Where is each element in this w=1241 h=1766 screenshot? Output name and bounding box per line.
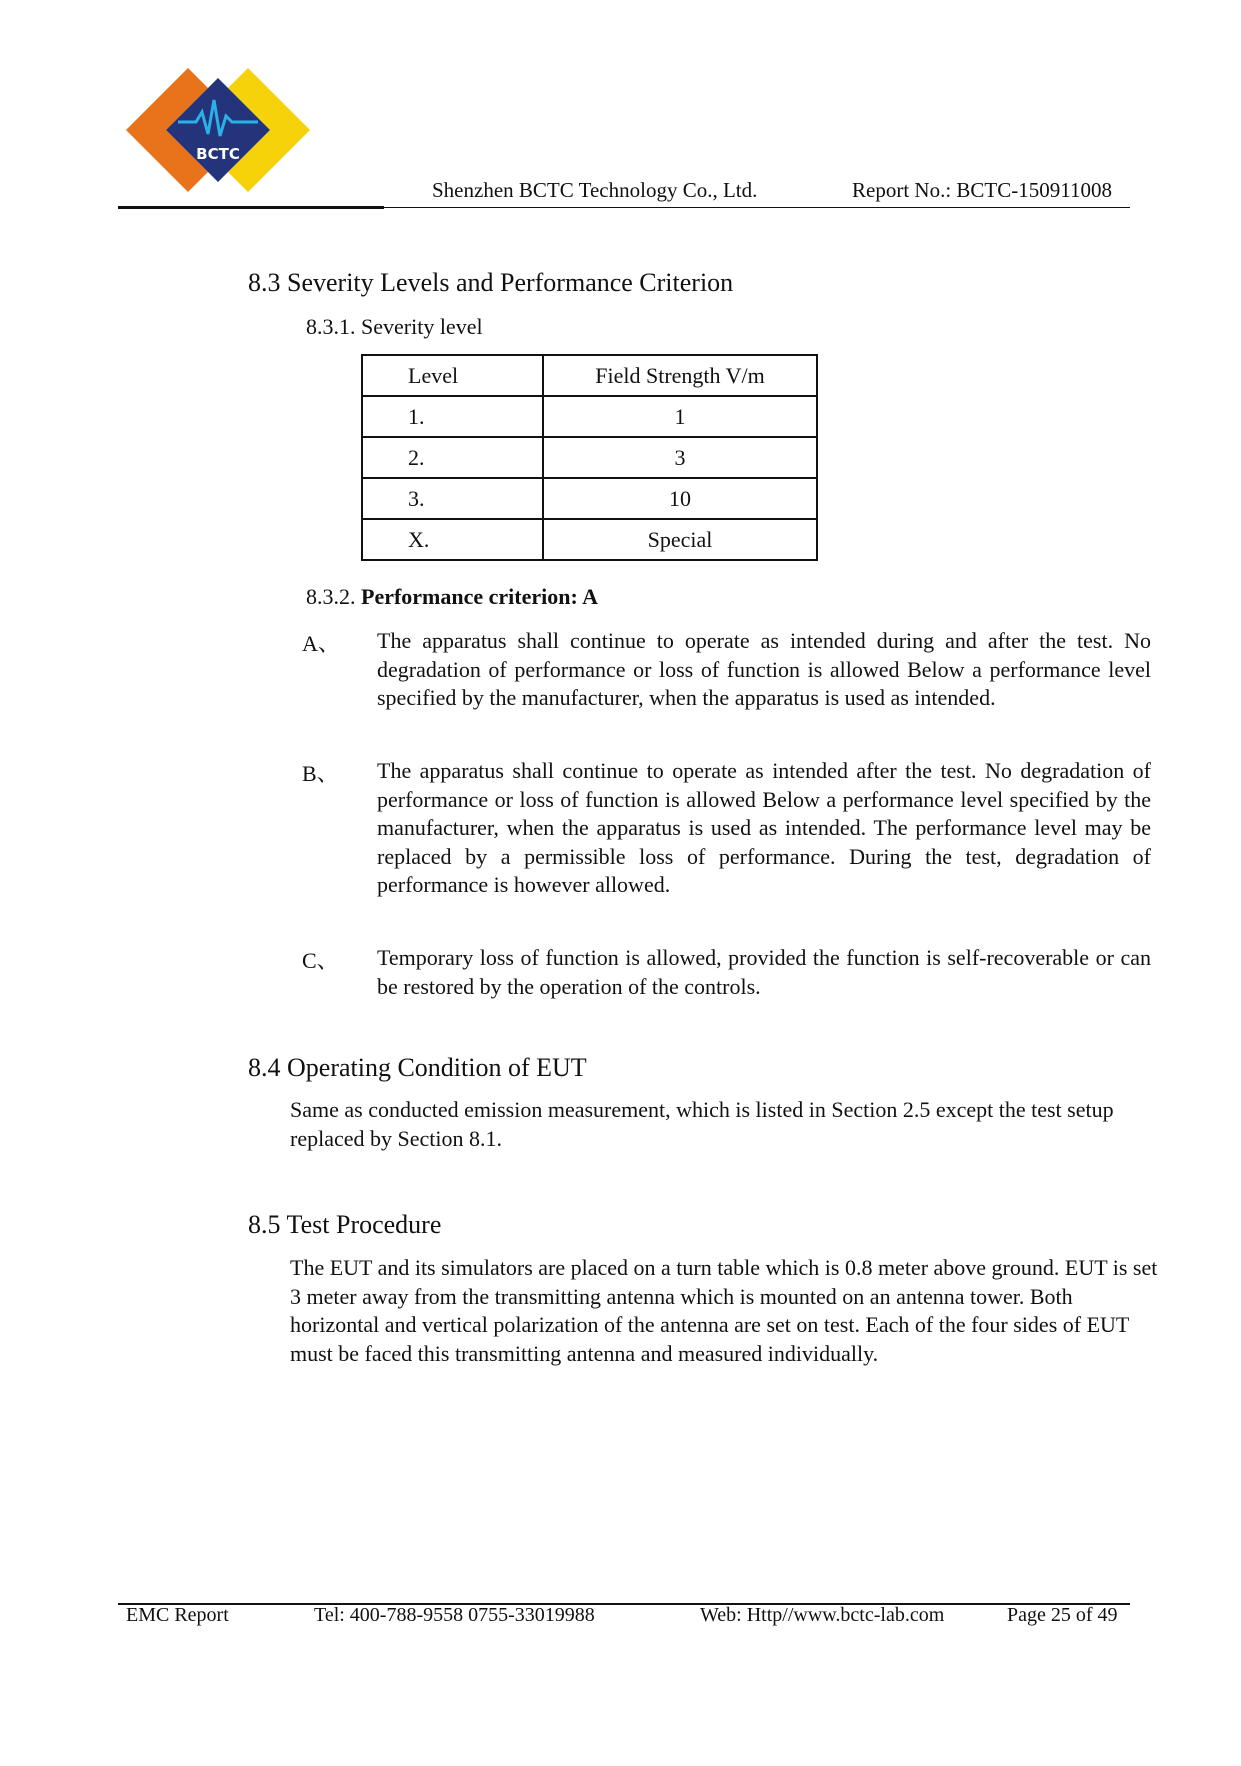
logo-text: BCTC [196,145,240,163]
subsection-8-3-2-number: 8.3.2. [306,584,356,609]
field-strength-cell: Special [543,519,817,560]
header-level: Level [362,355,543,396]
criterion-a-label: A、 [302,631,340,656]
severity-table [361,354,818,561]
footer-web: Web: Http//www.bctc-lab.com [700,1604,945,1626]
table-header-row [362,355,817,396]
field-strength-cell: 3 [543,437,817,478]
level-cell: X. [362,519,543,560]
footer-rule [118,1603,1130,1605]
company-name: Shenzhen BCTC Technology Co., Ltd. [432,178,758,202]
level-cell: 3. [362,478,543,519]
level-cell: 2. [362,437,543,478]
criterion-a-text: The apparatus shall continue to operate as intended during and after the test. No degradation of performance or loss of function is allowed Below a performance level specified by the manufacturer, when the apparatus is used as intended. [377,628,1151,710]
field-strength-cell: 10 [543,478,817,519]
report-number: Report No.: BCTC-150911008 [852,178,1112,202]
header-rule-thick [118,206,384,209]
section-8-5-body: The EUT and its simulators are placed on a turn table which is 0.8 meter above ground. EUT is set 3 meter away from the transmitting antenna which is mounted on an antenna tower. Both horizontal and vertical polarization of the antenna are set on test. Each of the four sides of EUT must be faced this transmitting antenna and measured individually. [290,1255,1158,1366]
table-row [362,519,817,560]
subsection-8-3-2-heading: Performance criterion: A [361,584,598,609]
field-strength-cell: 1 [543,396,817,437]
section-8-5-title: 8.5 Test Procedure [248,1210,442,1239]
subsection-8-3-1-title: 8.3.1. Severity level [306,314,483,339]
section-8-4-body: Same as conducted emission measurement, which is listed in Section 2.5 except the test setup replaced by Section 8.1. [290,1097,1114,1151]
section-8-4-title: 8.4 Operating Condition of EUT [248,1053,587,1082]
footer-tel: Tel: 400-788-9558 0755-33019988 [314,1604,595,1626]
level-cell: 1. [362,396,543,437]
criterion-c-text: Temporary loss of function is allowed, provided the function is self-recoverable or can be restored by the operation of the controls. [377,945,1151,999]
criterion-c-label: C、 [302,948,339,973]
footer-page-number: Page 25 of 49 [1007,1604,1118,1626]
bctc-logo [118,60,318,200]
subsection-8-3-2-title [306,584,598,610]
section-8-3-title: 8.3 Severity Levels and Performance Criterion [248,268,734,297]
criterion-b-text: The apparatus shall continue to operate as intended after the test. No degradation of performance or loss of function is allowed Below a performance level specified by the manufacturer, when the apparatus is used as intended. The performance level may be replaced by a permissible loss of performance. During the test, degradation of performance is however allowed. [377,758,1151,897]
table-row [362,437,817,478]
header-field-strength: Field Strength V/m [543,355,817,396]
criterion-b-label: B、 [302,761,339,786]
header-rule-thin [384,207,1130,208]
footer-report-type: EMC Report [126,1604,229,1626]
table-row [362,396,817,437]
table-row [362,478,817,519]
